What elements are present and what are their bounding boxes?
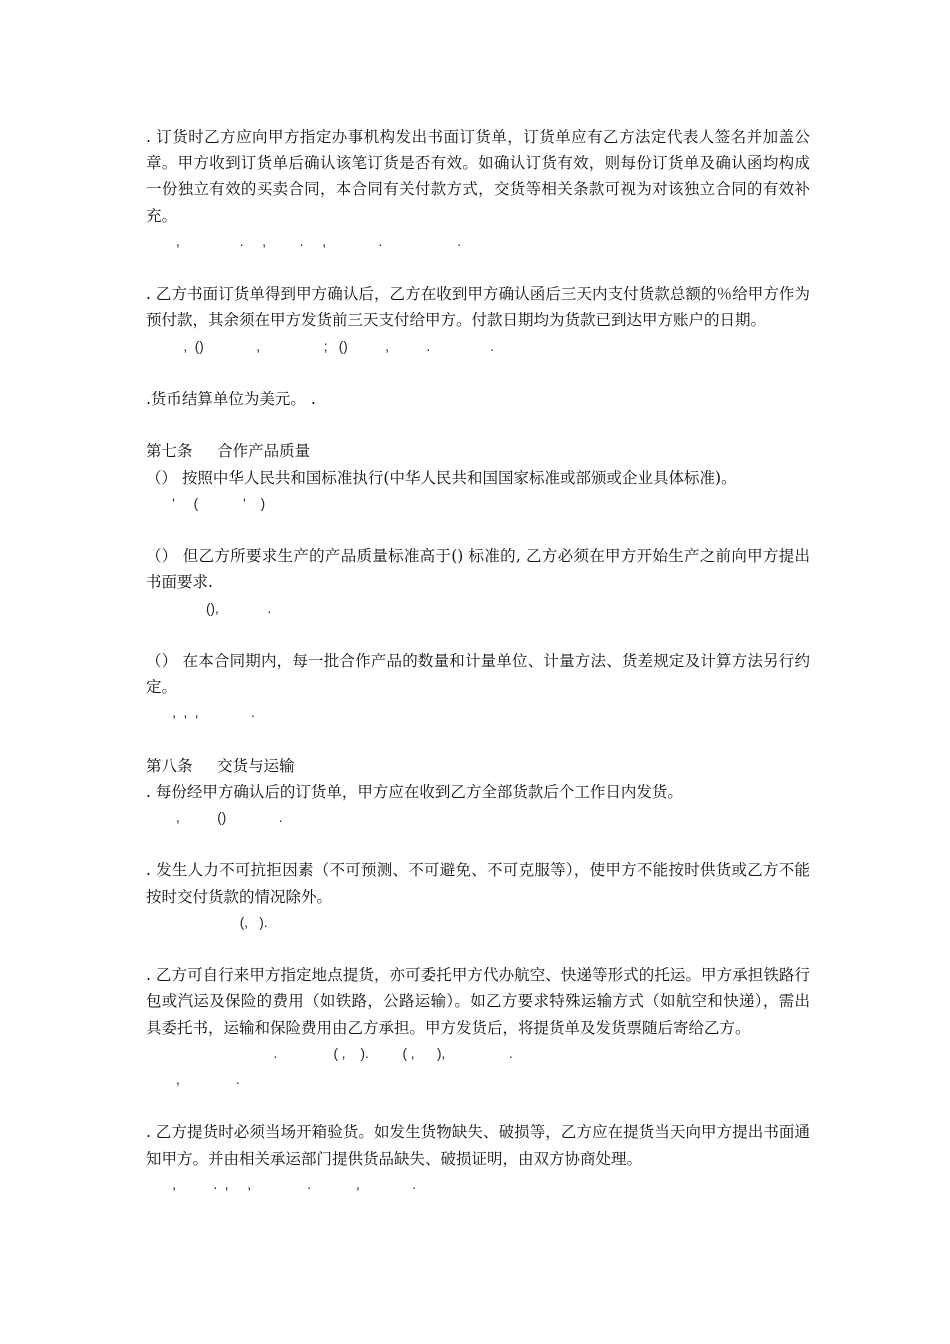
translation-line: , . <box>146 1072 240 1088</box>
clause-paragraph: （） 在本合同期内，每一批合作产品的数量和计量单位、计量方法、货差规定及计算方法另行约定。 <box>146 651 810 697</box>
paragraph-gap <box>146 622 810 648</box>
translation-line: , () . <box>146 810 283 826</box>
paragraph-gap <box>146 831 810 857</box>
translation-line: , () , ; () , . . <box>146 338 495 354</box>
paragraph-gap <box>146 1093 810 1119</box>
clause-paragraph: （） 按照中华人民共和国标准执行(中华人民共和国国家标准或部颁或企业具体标准)。 <box>146 468 737 487</box>
paragraph-gap <box>146 517 810 543</box>
article-heading: 第八条 交货与运输 <box>146 756 295 775</box>
translation-line: , . , , . , . <box>146 1176 417 1192</box>
paragraph-gap <box>146 727 810 753</box>
clause-paragraph: . 每份经甲方确认后的订货单，甲方应在收到乙方全部货款后个工作日内发货。 <box>146 782 683 801</box>
clause-paragraph: .货币结算单位为美元。 . <box>146 389 316 408</box>
translation-line: . ( , ). ( , ), . <box>146 1045 513 1061</box>
translation-line: (), . <box>146 600 272 616</box>
clause-paragraph: . 乙方书面订货单得到甲方确认后，乙方在收到甲方确认函后三天内支付货款总额的％给甲方作为预付款，其余须在甲方发货前三天支付给甲方。付款日期均为货款已到达甲方账户的日期。 <box>146 285 810 330</box>
translation-line: (, ). <box>146 914 268 930</box>
clause-paragraph: （） 但乙方所要求生产的产品质量标准高于() 标准的, 乙方必须在甲方开始生产之前向甲方提出书面要求. <box>146 547 810 592</box>
article-heading: 第七条 合作产品质量 <box>146 442 311 461</box>
paragraph-gap <box>146 936 810 962</box>
clause-paragraph: . 乙方可自行来甲方指定地点提货，亦可委托甲方代办航空、快递等形式的托运。甲方承担铁路行包或汽运及保险的费用（如铁路，公路运输）。如乙方要求特殊运输方式（如航空和快递），需出具委托书，运输和保险费用由乙方承担。甲方发货后，将提货单及发货票随后寄给乙方。 <box>146 966 810 1037</box>
paragraph-gap <box>146 360 810 386</box>
clause-paragraph: . 订货时乙方应向甲方指定办事机构发出书面订货单，订货单应有乙方法定代表人签名并加盖公章。甲方收到订货单后确认该笔订货是否有效。如确认订货有效，则每份订货单及确认函均构成一份独立有效的买卖合同，本合同有关付款方式，交货等相关条款可视为对该独立合同的有效补充。 <box>146 128 810 225</box>
translation-line: ' ( ' ) <box>146 495 266 511</box>
paragraph-gap <box>146 412 810 438</box>
translation-line: , . , . , . . <box>146 233 462 249</box>
clause-paragraph: . 发生人力不可抗拒因素（不可预测、不可避免、不可克服等），使甲方不能按时供货或乙方不能按时交付货款的情况除外。 <box>146 861 810 906</box>
translation-line: , , , . <box>146 705 255 721</box>
document-page <box>146 124 810 1198</box>
clause-paragraph: . 乙方提货时必须当场开箱验货。如发生货物缺失、破损等，乙方应在提货当天向甲方提出书面通知甲方。并由相关承运部门提供货品缺失、破损证明，由双方协商处理。 <box>146 1123 810 1168</box>
paragraph-gap <box>146 255 810 281</box>
